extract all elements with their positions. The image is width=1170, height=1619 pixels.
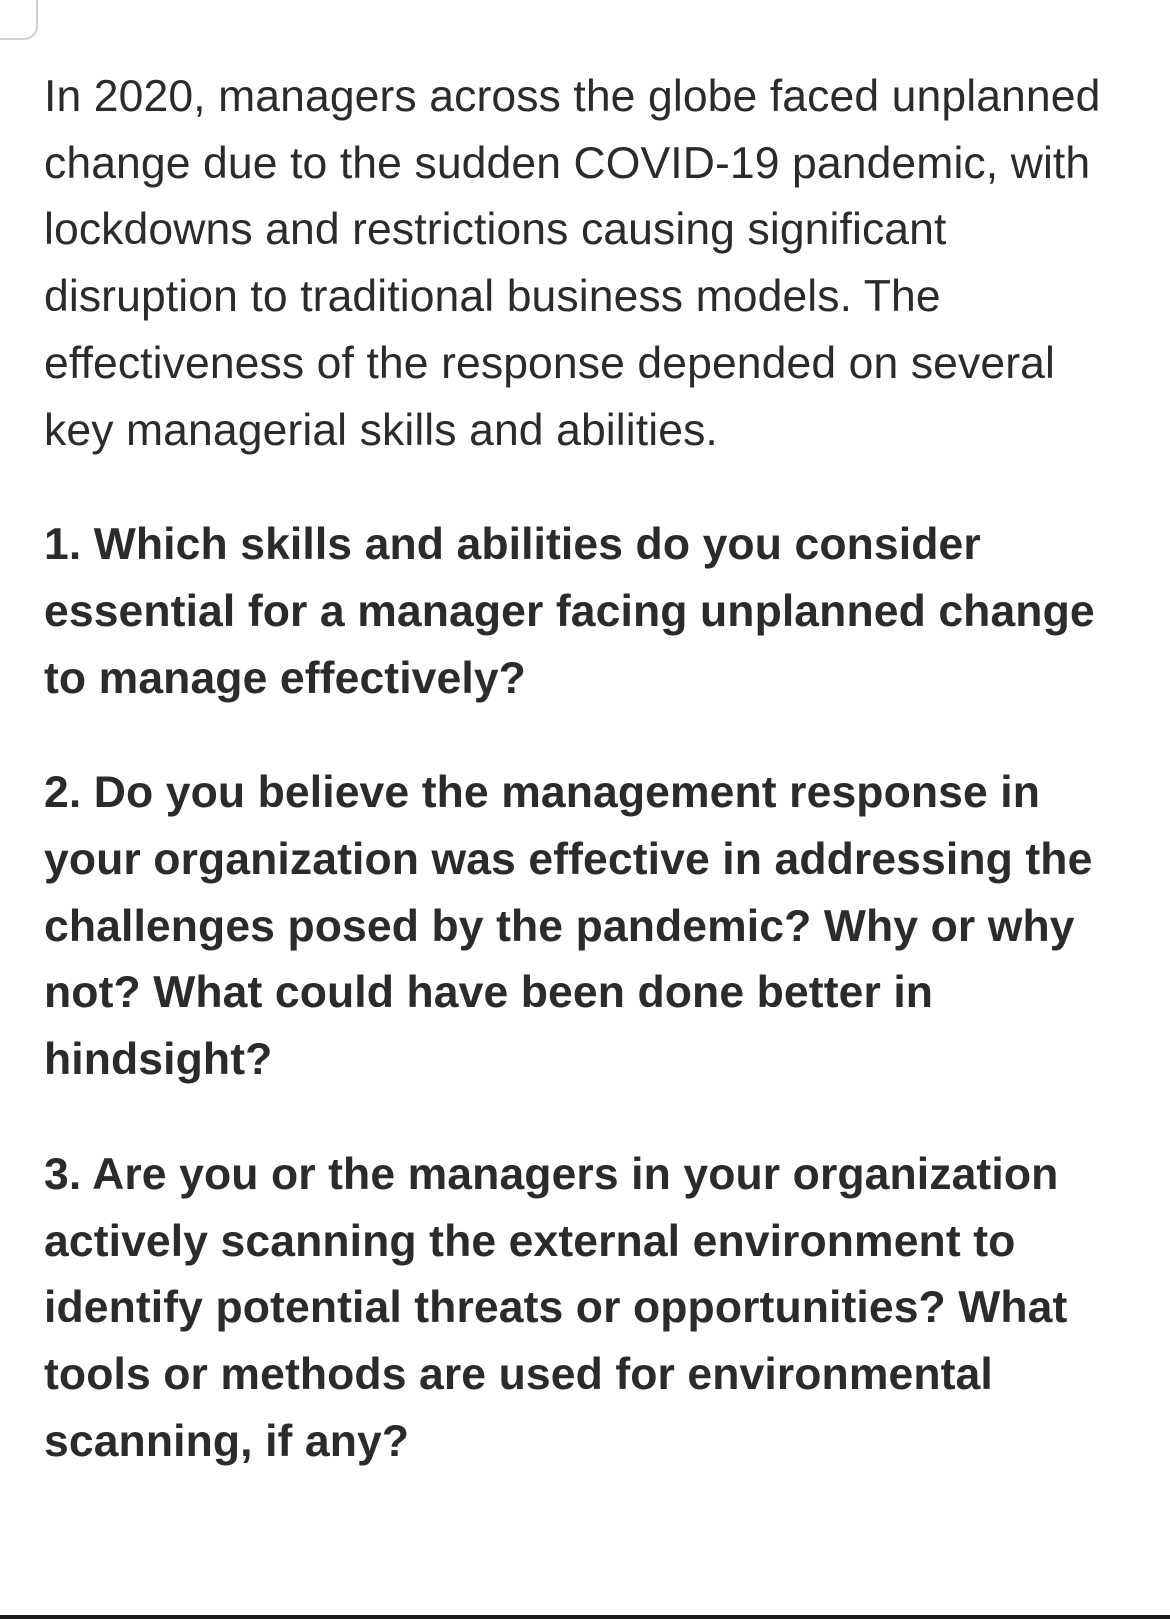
question-1: 1. Which skills and abilities do you consider essential for a manager facing unplanned change to manage effectively? [44,520,1095,703]
corner-frame [0,0,38,40]
document-body [44,64,1134,1523]
intro-paragraph: In 2020, managers across the globe faced unplanned change due to the sudden COVID-19 pandemic, with lockdowns and restrictions causing significant disruption to traditional business models. The effectiveness of the response depended on several key managerial skills and abilities. [44,72,1101,455]
bottom-divider [0,1615,1170,1619]
question-3: 3. Are you or the managers in your organization actively scanning the external environment to identify potential threats or opportunities? What tools or methods are used for environmental scanning, if any? [44,1149,1068,1466]
question-2: 2. Do you believe the management response in your organization was effective in addressing the challenges posed by the pandemic? Why or why not? What could have been done better in hindsight? [44,768,1093,1085]
